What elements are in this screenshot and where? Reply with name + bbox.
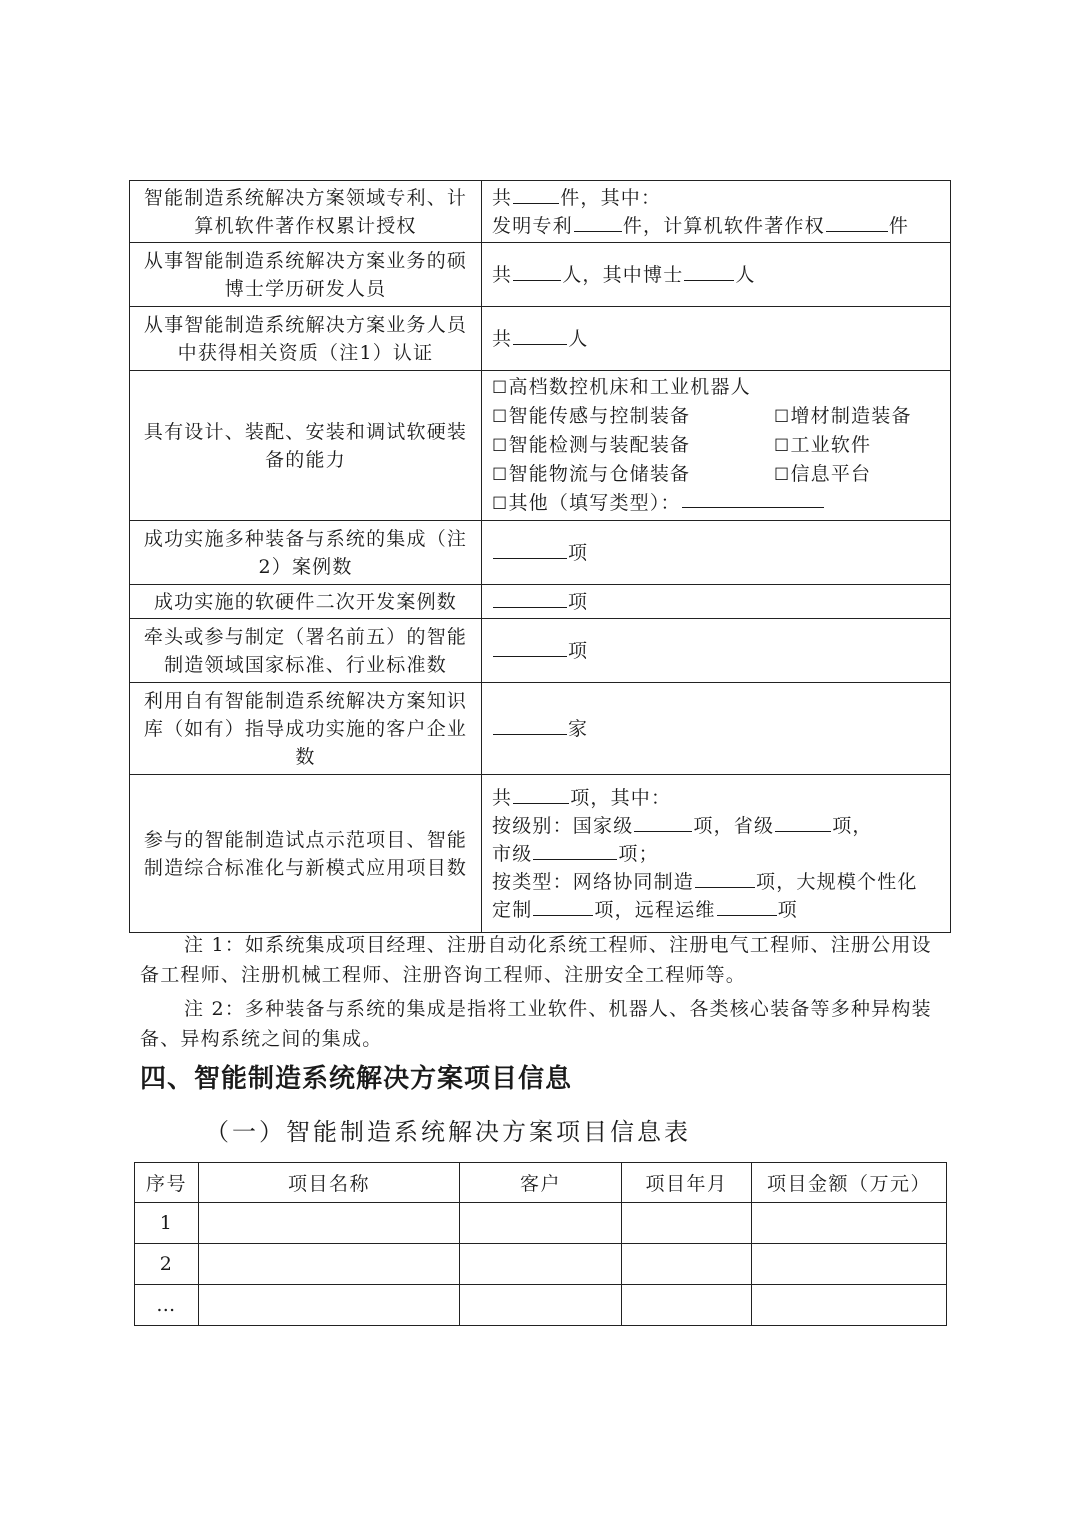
blank-phd-count[interactable] [684,262,734,281]
row-number: … [135,1285,199,1326]
checkbox-icon: ☐ [774,407,791,427]
standards-field: 项 [482,619,951,683]
blank-total-researchers[interactable] [513,262,561,281]
checkbox-option[interactable]: ☐工业软件 [774,434,872,456]
row-number: 2 [135,1244,199,1285]
checkbox-option[interactable]: ☐智能检测与装配装备 [492,434,691,456]
blank-network-collab[interactable] [695,869,755,888]
row-label-knowledge-base: 利用自有智能制造系统解决方案知识库（如有）指导成功实施的客户企业数 [130,683,482,775]
cell-project-amount[interactable] [752,1285,947,1326]
checkbox-option[interactable]: ☐高档数控机床和工业机器人 [492,376,751,398]
row-label-demo-projects: 参与的智能制造试点示范项目、智能制造综合标准化与新模式应用项目数 [130,775,482,933]
row-label-certified-staff: 从事智能制造系统解决方案业务人员中获得相关资质（注1）认证 [130,307,482,371]
table-row [135,1244,947,1285]
notes [140,930,945,1058]
checkbox-icon: ☐ [492,436,509,456]
cell-project-amount[interactable] [752,1244,947,1285]
blank-provincial-level[interactable] [775,813,831,832]
column-header: 项目年月 [622,1163,752,1203]
blank-other-type[interactable] [682,489,824,508]
checkbox-icon: ☐ [492,465,509,485]
checkbox-icon: ☐ [492,378,509,398]
blank-city-level[interactable] [533,841,617,860]
column-header: 项目名称 [199,1163,460,1203]
table-row [130,775,951,933]
patents-field: 共 件，其中： 发明专利 件，计算机软件著作权 件 [482,181,951,243]
table-row [130,619,951,683]
checkbox-icon: ☐ [492,494,509,514]
row-number: 1 [135,1203,199,1244]
secondary-dev-field: 项 [482,585,951,619]
capability-checklist [482,371,951,521]
knowledge-base-field: 家 [482,683,951,775]
column-header: 客户 [460,1163,622,1203]
blank-remote-ops[interactable] [717,897,777,916]
cell-project-name[interactable] [199,1285,460,1326]
checkbox-option[interactable]: ☐智能物流与仓储装备 [492,463,691,485]
table-row [130,585,951,619]
row-label-researchers: 从事智能制造系统解决方案业务的硕博士学历研发人员 [130,243,482,307]
blank-software-copyrights[interactable] [826,213,888,232]
blank-integration-cases[interactable] [493,540,567,559]
cell-project-amount[interactable] [752,1203,947,1244]
row-label-capability: 具有设计、装配、安装和调试软硬装备的能力 [130,371,482,521]
certified-staff-field: 共 人 [482,307,951,371]
cell-client[interactable] [460,1285,622,1326]
blank-custom-mfg[interactable] [533,897,593,916]
table-row [135,1203,947,1244]
table-row [135,1285,947,1326]
blank-invention-patents[interactable] [574,213,622,232]
section-subheading: （一）智能制造系统解决方案项目信息表 [205,1118,691,1146]
cell-project-date[interactable] [622,1285,752,1326]
checkbox-icon: ☐ [774,465,791,485]
blank-secondary-dev[interactable] [493,589,567,608]
cell-project-name[interactable] [199,1203,460,1244]
checkbox-option[interactable]: ☐信息平台 [774,463,872,485]
column-header: 项目金额（万元） [752,1163,947,1203]
blank-standards[interactable] [493,638,567,657]
demo-projects-field: 共 项，其中： 按级别：国家级 项，省级 项， 市级 项； 按类型：网络协同制造 项，大规模个性化 定制 项，远程运维 项 [482,775,951,933]
blank-total-patents[interactable] [513,185,559,204]
column-header: 序号 [135,1163,199,1203]
integration-cases-field: 项 [482,521,951,585]
section-heading: 四、智能制造系统解决方案项目信息 [140,1064,573,1094]
checkbox-option[interactable]: ☐智能传感与控制装备 [492,405,691,427]
table-header-row [135,1163,947,1203]
row-label-standards: 牵头或参与制定（署名前五）的智能制造领域国家标准、行业标准数 [130,619,482,683]
table-row [130,243,951,307]
table-row [130,307,951,371]
blank-certified-staff[interactable] [513,326,567,345]
row-label-patents: 智能制造系统解决方案领域专利、计算机软件著作权累计授权 [130,181,482,243]
table-row [130,371,951,521]
table-row [130,521,951,585]
blank-national-level[interactable] [634,813,692,832]
table-row [130,181,951,243]
note-1: 注 1：如系统集成项目经理、注册自动化系统工程师、注册电气工程师、注册公用设备工程师、注册机械工程师、注册咨询工程师、注册安全工程师等。 [140,934,932,986]
project-info-table [134,1162,947,1326]
cell-project-name[interactable] [199,1244,460,1285]
checkbox-icon: ☐ [774,436,791,456]
checkbox-icon: ☐ [492,407,509,427]
row-label-integration-cases: 成功实施多种装备与系统的集成（注2）案例数 [130,521,482,585]
checkbox-option[interactable]: ☐其他（填写类型）： [492,492,681,514]
blank-demo-total[interactable] [513,785,569,804]
row-label-secondary-dev: 成功实施的软硬件二次开发案例数 [130,585,482,619]
note-2: 注 2：多种装备与系统的集成是指将工业软件、机器人、各类核心装备等多种异构装备、异构系统之间的集成。 [140,998,932,1050]
researchers-field: 共 人，其中博士 人 [482,243,951,307]
table-row [130,683,951,775]
checkbox-option[interactable]: ☐增材制造装备 [774,405,912,427]
cell-client[interactable] [460,1244,622,1285]
cell-project-date[interactable] [622,1203,752,1244]
cell-project-date[interactable] [622,1244,752,1285]
qualification-table [129,180,951,933]
blank-client-count[interactable] [493,716,567,735]
cell-client[interactable] [460,1203,622,1244]
